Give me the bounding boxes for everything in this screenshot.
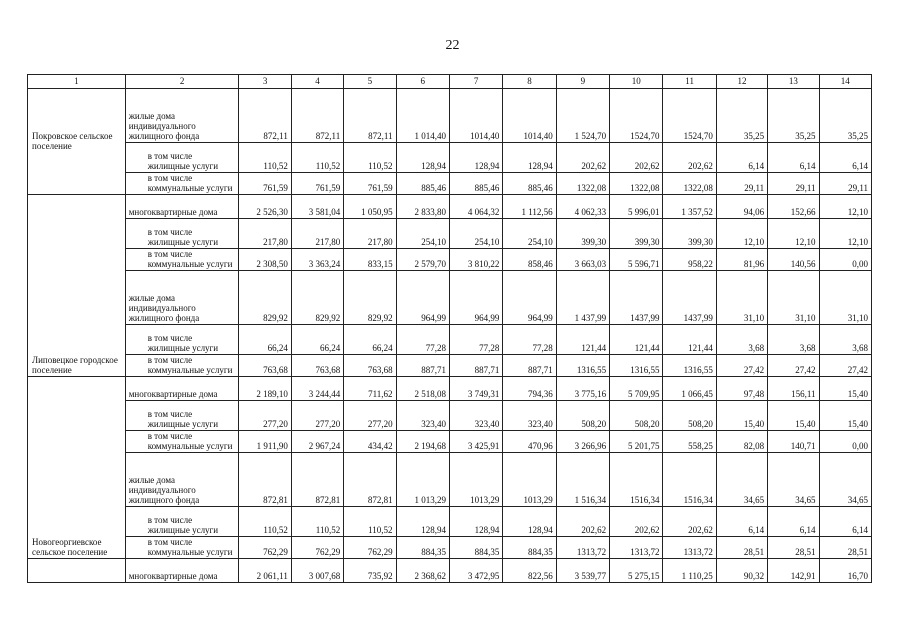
value-cell: 217,80 [344,219,396,249]
value-cell: 763,68 [291,355,343,377]
value-cell: 508,20 [663,401,716,431]
value-cell: 27,42 [716,355,767,377]
value-cell: 884,35 [449,537,502,559]
value-cell: 110,52 [239,143,291,173]
value-cell: 3 266,96 [556,431,609,453]
table-row [28,325,872,355]
table-body [28,89,872,583]
value-cell: 964,99 [449,271,502,325]
value-cell: 66,24 [291,325,343,355]
value-cell: 217,80 [291,219,343,249]
value-cell: 110,52 [239,507,291,537]
table-row [28,195,872,219]
value-cell: 3 810,22 [449,249,502,271]
value-cell: 2 833,80 [396,195,449,219]
column-number: 10 [610,75,663,89]
value-cell: 202,62 [556,143,609,173]
value-cell: 81,96 [716,249,767,271]
column-number: 5 [344,75,396,89]
housing-category: многоквартирные дома [125,195,239,219]
value-cell: 1 911,90 [239,431,291,453]
value-cell: 142,91 [768,559,819,583]
value-cell: 3 244,44 [291,377,343,401]
value-cell: 1316,55 [663,355,716,377]
value-cell: 12,10 [819,219,871,249]
value-cell: 110,52 [291,507,343,537]
housing-category: в том числе коммунальные услуги [125,355,239,377]
housing-category: многоквартирные дома [125,559,239,583]
housing-category: в том числе коммунальные услуги [125,431,239,453]
value-cell: 1 014,40 [396,89,449,143]
value-cell: 323,40 [396,401,449,431]
value-cell: 399,30 [610,219,663,249]
value-cell: 884,35 [396,537,449,559]
value-cell: 29,11 [819,173,871,195]
value-cell: 3 363,24 [291,249,343,271]
value-cell: 1014,40 [503,89,556,143]
value-cell: 128,94 [396,143,449,173]
table-row [28,143,872,173]
value-cell: 15,40 [819,377,871,401]
value-cell: 4 062,33 [556,195,609,219]
value-cell: 1516,34 [663,453,716,507]
column-number: 4 [291,75,343,89]
value-cell: 31,10 [716,271,767,325]
value-cell: 277,20 [344,401,396,431]
value-cell: 29,11 [768,173,819,195]
table-row [28,431,872,453]
value-cell: 2 189,10 [239,377,291,401]
table-row [28,453,872,507]
value-cell: 27,42 [819,355,871,377]
value-cell: 3,68 [716,325,767,355]
value-cell: 763,68 [344,355,396,377]
value-cell: 110,52 [344,143,396,173]
column-number: 11 [663,75,716,89]
value-cell: 0,00 [819,249,871,271]
table-row [28,355,872,377]
value-cell: 761,59 [239,173,291,195]
value-cell: 254,10 [449,219,502,249]
value-cell: 884,35 [503,537,556,559]
value-cell: 12,10 [819,195,871,219]
value-cell: 323,40 [503,401,556,431]
value-cell: 822,56 [503,559,556,583]
column-number: 14 [819,75,871,89]
value-cell: 1316,55 [556,355,609,377]
value-cell: 202,62 [610,507,663,537]
value-cell: 6,14 [768,507,819,537]
value-cell: 872,11 [291,89,343,143]
housing-category: в том числе жилищные услуги [125,507,239,537]
housing-category: в том числе жилищные услуги [125,219,239,249]
column-number: 13 [768,75,819,89]
value-cell: 3 007,68 [291,559,343,583]
value-cell: 128,94 [449,143,502,173]
value-cell: 1313,72 [556,537,609,559]
table-row [28,401,872,431]
value-cell: 1313,72 [610,537,663,559]
value-cell: 16,70 [819,559,871,583]
value-cell: 27,42 [768,355,819,377]
value-cell: 872,81 [291,453,343,507]
value-cell: 202,62 [556,507,609,537]
value-cell: 29,11 [716,173,767,195]
value-cell: 3 749,31 [449,377,502,401]
housing-category: жилые дома индивидуального жилищного фонда [125,453,239,507]
value-cell: 762,29 [291,537,343,559]
value-cell: 829,92 [291,271,343,325]
value-cell: 1013,29 [449,453,502,507]
value-cell: 156,11 [768,377,819,401]
column-number: 2 [125,75,239,89]
value-cell: 399,30 [556,219,609,249]
value-cell: 558,25 [663,431,716,453]
value-cell: 1 437,99 [556,271,609,325]
value-cell: 1322,08 [663,173,716,195]
value-cell: 762,29 [239,537,291,559]
value-cell: 1014,40 [449,89,502,143]
table-row [28,173,872,195]
table-row [28,537,872,559]
table-row [28,219,872,249]
column-number: 12 [716,75,767,89]
housing-category: в том числе коммунальные услуги [125,249,239,271]
column-number: 3 [239,75,291,89]
value-cell: 5 596,71 [610,249,663,271]
value-cell: 277,20 [291,401,343,431]
value-cell: 5 996,01 [610,195,663,219]
value-cell: 323,40 [449,401,502,431]
value-cell: 3 425,91 [449,431,502,453]
value-cell: 3 472,95 [449,559,502,583]
value-cell: 1 013,29 [396,453,449,507]
value-cell: 34,65 [768,453,819,507]
settlement-name: Новогеоргиевское сельское поселение [28,377,126,559]
value-cell: 470,96 [503,431,556,453]
value-cell: 0,00 [819,431,871,453]
value-cell: 887,71 [503,355,556,377]
value-cell: 12,10 [716,219,767,249]
value-cell: 2 526,30 [239,195,291,219]
value-cell: 121,44 [556,325,609,355]
value-cell: 121,44 [610,325,663,355]
value-cell: 3 775,16 [556,377,609,401]
value-cell: 1322,08 [556,173,609,195]
value-cell: 887,71 [449,355,502,377]
value-cell: 964,99 [396,271,449,325]
table-row [28,559,872,583]
value-cell: 1524,70 [663,89,716,143]
value-cell: 1516,34 [610,453,663,507]
value-cell: 6,14 [819,507,871,537]
settlement-name [28,559,126,583]
value-cell: 958,22 [663,249,716,271]
value-cell: 399,30 [663,219,716,249]
column-number: 7 [449,75,502,89]
value-cell: 66,24 [239,325,291,355]
value-cell: 872,11 [239,89,291,143]
value-cell: 763,68 [239,355,291,377]
value-cell: 97,48 [716,377,767,401]
value-cell: 1524,70 [610,89,663,143]
value-cell: 872,11 [344,89,396,143]
value-cell: 15,40 [716,401,767,431]
value-cell: 140,56 [768,249,819,271]
value-cell: 6,14 [819,143,871,173]
value-cell: 1 357,52 [663,195,716,219]
value-cell: 1 516,34 [556,453,609,507]
column-number: 6 [396,75,449,89]
value-cell: 2 061,11 [239,559,291,583]
table-row [28,271,872,325]
value-cell: 128,94 [503,143,556,173]
value-cell: 3,68 [768,325,819,355]
value-cell: 872,81 [239,453,291,507]
value-cell: 34,65 [716,453,767,507]
value-cell: 15,40 [768,401,819,431]
value-cell: 1013,29 [503,453,556,507]
value-cell: 6,14 [768,143,819,173]
table-row [28,89,872,143]
value-cell: 4 064,32 [449,195,502,219]
table-row [28,377,872,401]
value-cell: 434,42 [344,431,396,453]
value-cell: 31,10 [768,271,819,325]
column-number: 9 [556,75,609,89]
value-cell: 711,62 [344,377,396,401]
column-number: 8 [503,75,556,89]
value-cell: 3,68 [819,325,871,355]
housing-category: в том числе жилищные услуги [125,325,239,355]
value-cell: 508,20 [556,401,609,431]
value-cell: 128,94 [503,507,556,537]
value-cell: 3 581,04 [291,195,343,219]
housing-category: жилые дома индивидуального жилищного фонда [125,89,239,143]
value-cell: 1 066,45 [663,377,716,401]
value-cell: 872,81 [344,453,396,507]
value-cell: 6,14 [716,507,767,537]
value-cell: 202,62 [663,507,716,537]
page-number: 22 [445,38,460,53]
value-cell: 128,94 [396,507,449,537]
value-cell: 15,40 [819,401,871,431]
value-cell: 1313,72 [663,537,716,559]
value-cell: 202,62 [610,143,663,173]
value-cell: 277,20 [239,401,291,431]
value-cell: 762,29 [344,537,396,559]
value-cell: 6,14 [716,143,767,173]
value-cell: 90,32 [716,559,767,583]
value-cell: 35,25 [716,89,767,143]
value-cell: 761,59 [344,173,396,195]
value-cell: 735,92 [344,559,396,583]
value-cell: 110,52 [291,143,343,173]
value-cell: 77,28 [503,325,556,355]
value-cell: 3 663,03 [556,249,609,271]
value-cell: 128,94 [449,507,502,537]
value-cell: 2 308,50 [239,249,291,271]
value-cell: 94,06 [716,195,767,219]
value-cell: 1 050,95 [344,195,396,219]
value-cell: 5 275,15 [610,559,663,583]
value-cell: 12,10 [768,219,819,249]
value-cell: 885,46 [396,173,449,195]
value-cell: 1437,99 [610,271,663,325]
value-cell: 1 110,25 [663,559,716,583]
value-cell: 829,92 [239,271,291,325]
value-cell: 35,25 [819,89,871,143]
value-cell: 1322,08 [610,173,663,195]
settlement-name: Покровское сельское поселение [28,89,126,195]
value-cell: 885,46 [449,173,502,195]
value-cell: 121,44 [663,325,716,355]
value-cell: 77,28 [449,325,502,355]
value-cell: 3 539,77 [556,559,609,583]
value-cell: 2 579,70 [396,249,449,271]
value-cell: 2 194,68 [396,431,449,453]
value-cell: 28,51 [768,537,819,559]
value-cell: 254,10 [396,219,449,249]
housing-category: в том числе жилищные услуги [125,401,239,431]
value-cell: 217,80 [239,219,291,249]
value-cell: 858,46 [503,249,556,271]
value-cell: 34,65 [819,453,871,507]
value-cell: 31,10 [819,271,871,325]
value-cell: 1437,99 [663,271,716,325]
value-cell: 829,92 [344,271,396,325]
value-cell: 5 709,95 [610,377,663,401]
housing-category: многоквартирные дома [125,377,239,401]
settlement-name: Липовецкое городское поселение [28,195,126,377]
value-cell: 794,36 [503,377,556,401]
value-cell: 35,25 [768,89,819,143]
value-cell: 5 201,75 [610,431,663,453]
value-cell: 885,46 [503,173,556,195]
value-cell: 152,66 [768,195,819,219]
value-cell: 2 368,62 [396,559,449,583]
housing-category: в том числе коммунальные услуги [125,173,239,195]
value-cell: 77,28 [396,325,449,355]
value-cell: 82,08 [716,431,767,453]
value-cell: 1 112,56 [503,195,556,219]
value-cell: 140,71 [768,431,819,453]
value-cell: 2 518,08 [396,377,449,401]
housing-category: в том числе жилищные услуги [125,143,239,173]
housing-category: в том числе коммунальные услуги [125,537,239,559]
value-cell: 202,62 [663,143,716,173]
value-cell: 2 967,24 [291,431,343,453]
column-number-row [28,75,872,89]
table-row [28,507,872,537]
value-cell: 1316,55 [610,355,663,377]
value-cell: 887,71 [396,355,449,377]
value-cell: 66,24 [344,325,396,355]
value-cell: 28,51 [819,537,871,559]
table-row [28,249,872,271]
value-cell: 833,15 [344,249,396,271]
column-number: 1 [28,75,126,89]
value-cell: 964,99 [503,271,556,325]
value-cell: 110,52 [344,507,396,537]
value-cell: 761,59 [291,173,343,195]
value-cell: 508,20 [610,401,663,431]
value-cell: 28,51 [716,537,767,559]
value-cell: 254,10 [503,219,556,249]
housing-category: жилые дома индивидуального жилищного фонда [125,271,239,325]
tariff-table [27,74,872,583]
value-cell: 1 524,70 [556,89,609,143]
